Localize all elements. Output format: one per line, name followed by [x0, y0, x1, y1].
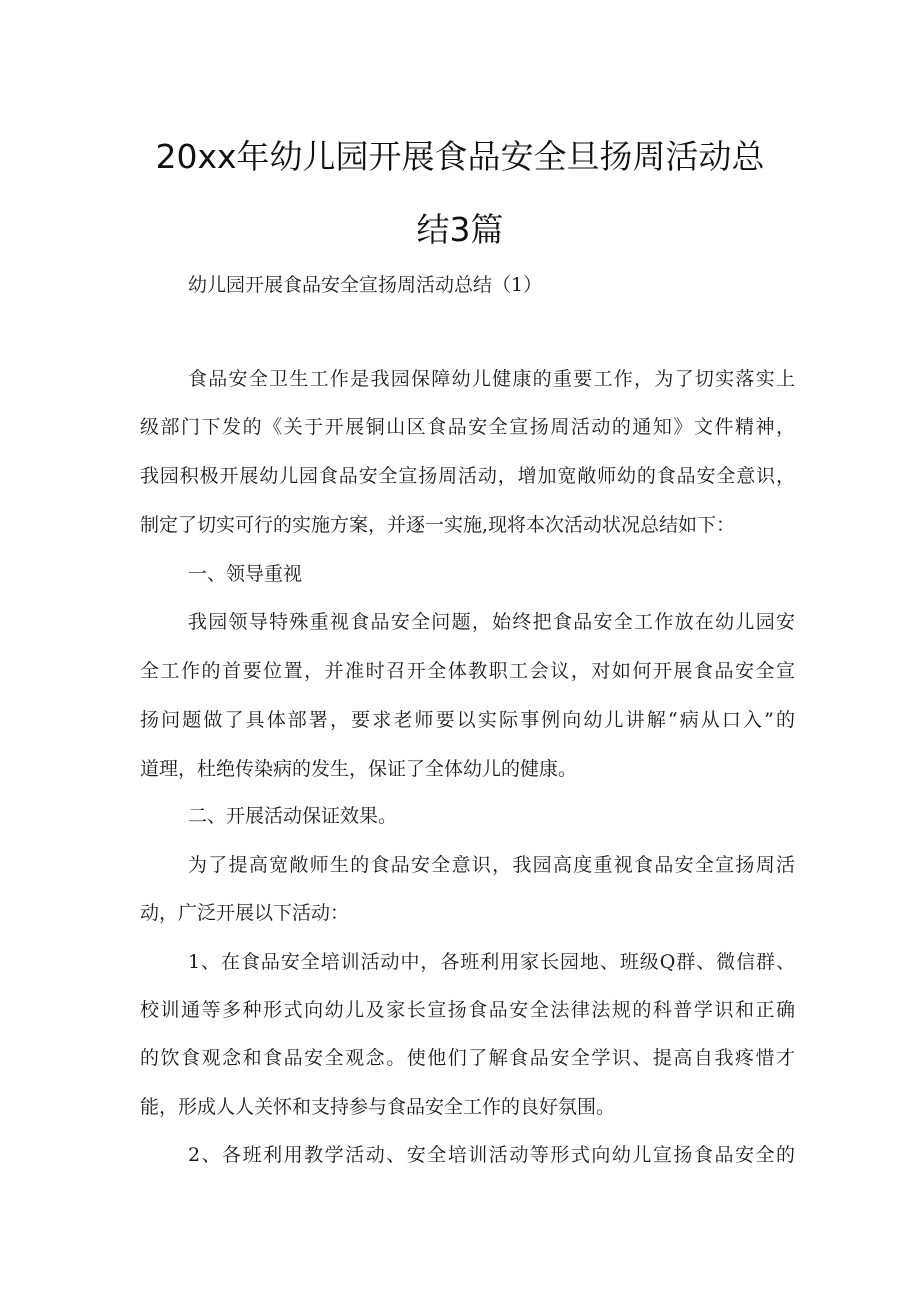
paragraph-line: 食品安全卫生工作是我园保障幼儿健康的重要工作，为了切实落实上 [188, 368, 795, 390]
section-heading: 二、开展活动保证效果。 [188, 805, 398, 827]
paragraph-line: 全工作的首要位置，并准时召开全体教职工会议，对如何开展食品安全宣 [140, 660, 795, 682]
paragraph-line: 我园领导特殊重视食品安全问题，始终把食品安全工作放在幼儿园安 [188, 611, 795, 633]
paragraph-line: 为了提高宽敞师生的食品安全意识，我园高度重视食品安全宣扬周活 [188, 854, 795, 876]
paragraph-line: 我园积极开展幼儿园食品安全宣扬周活动，增加宽敞师幼的食品安全意识， [140, 465, 795, 487]
paragraph-line: 2、各班利用教学活动、安全培训活动等形式向幼儿宣扬食品安全的 [188, 1144, 795, 1166]
paragraph-line: 动，广泛开展以下活动： [140, 902, 350, 924]
paragraph-line: 扬问题做了具体部署，要求老师要以实际事例向幼儿讲解“病从口入”的 [140, 709, 795, 731]
document-title-line-1: 20xx年幼儿园开展食品安全旦扬周活动总 [155, 137, 765, 176]
paragraph-line: 能，形成人人关怀和支持参与食品安全工作的良好氛围。 [140, 1096, 616, 1118]
paragraph-line: 道理，杜绝传染病的发生，保证了全体幼儿的健康。 [140, 758, 578, 780]
paragraph-line: 级部门下发的《关于开展铜山区食品安全宣扬周活动的通知》文件精神， [140, 416, 795, 438]
paragraph-line: 校训通等多种形式向幼儿及家长宣扬食品安全法律法规的科普学识和正确 [140, 999, 795, 1021]
document-subtitle: 幼儿园开展食品安全宣扬周活动总结（1） [188, 274, 543, 296]
paragraph-line: 制定了切实可行的实施方案，并逐一实施,现将本次活动状况总结如下： [140, 514, 736, 536]
section-heading: 一、领导重视 [188, 563, 303, 585]
paragraph-line: 的饮食观念和食品安全观念。使他们了解食品安全学识、提高自我疼惜才 [140, 1047, 795, 1069]
paragraph-line: 1、在食品安全培训活动中，各班利用家长园地、班级Q群、微信群、 [188, 951, 795, 973]
document-title-line-2: 结3篇 [416, 210, 504, 249]
